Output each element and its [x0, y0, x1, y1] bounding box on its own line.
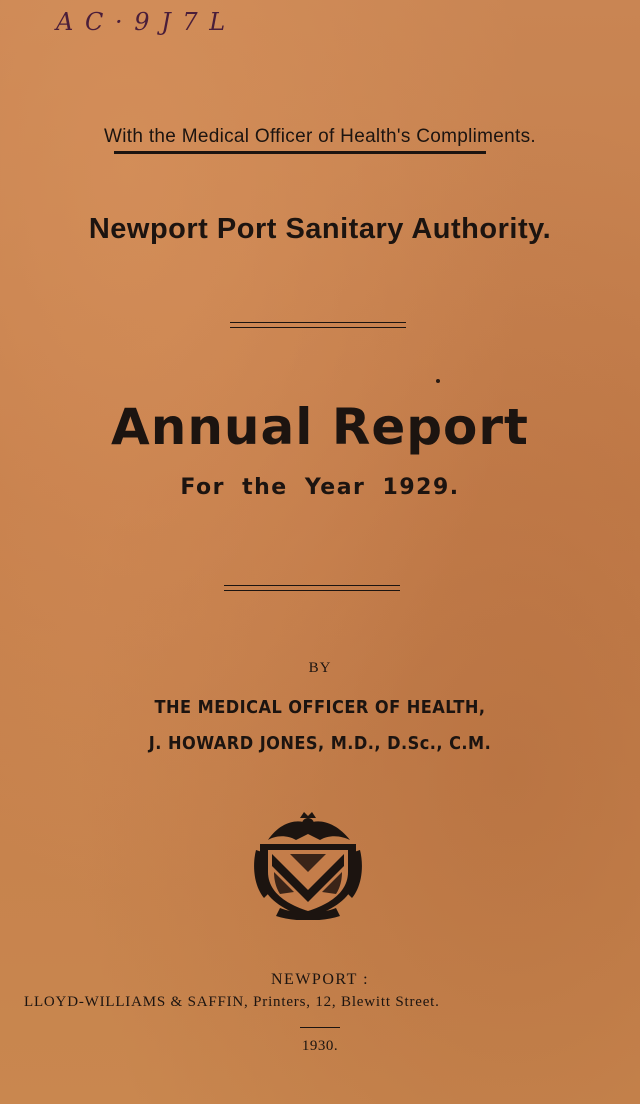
imprint-rule: [300, 1027, 340, 1028]
double-rule-top: [230, 322, 406, 328]
printer-imprint: LLOYD-WILLIAMS & SAFFIN, Printers, 12, Blewitt Street.: [24, 994, 440, 1010]
double-rule-bottom: [224, 585, 400, 591]
place-of-publication: NEWPORT :: [270, 971, 370, 988]
report-title: Annual Report: [111, 398, 529, 456]
authority-heading: Newport Port Sanitary Authority.: [88, 213, 552, 245]
by-label: BY: [308, 660, 332, 676]
officer-title: THE MEDICAL OFFICER OF HEALTH,: [154, 697, 486, 718]
compliments-line: With the Medical Officer of Health's Compliments.: [104, 126, 536, 147]
author-name: J. HOWARD JONES, M.D., D.Sc., C.M.: [148, 733, 492, 754]
handwritten-catalogue-note: A C · 9 J 7 L: [56, 8, 228, 36]
coat-of-arms-icon: [250, 810, 366, 920]
compliments-underline: [114, 151, 486, 154]
publication-year: 1930.: [301, 1038, 339, 1054]
ink-dot: [436, 379, 440, 383]
report-year: For the Year 1929.: [180, 475, 460, 500]
